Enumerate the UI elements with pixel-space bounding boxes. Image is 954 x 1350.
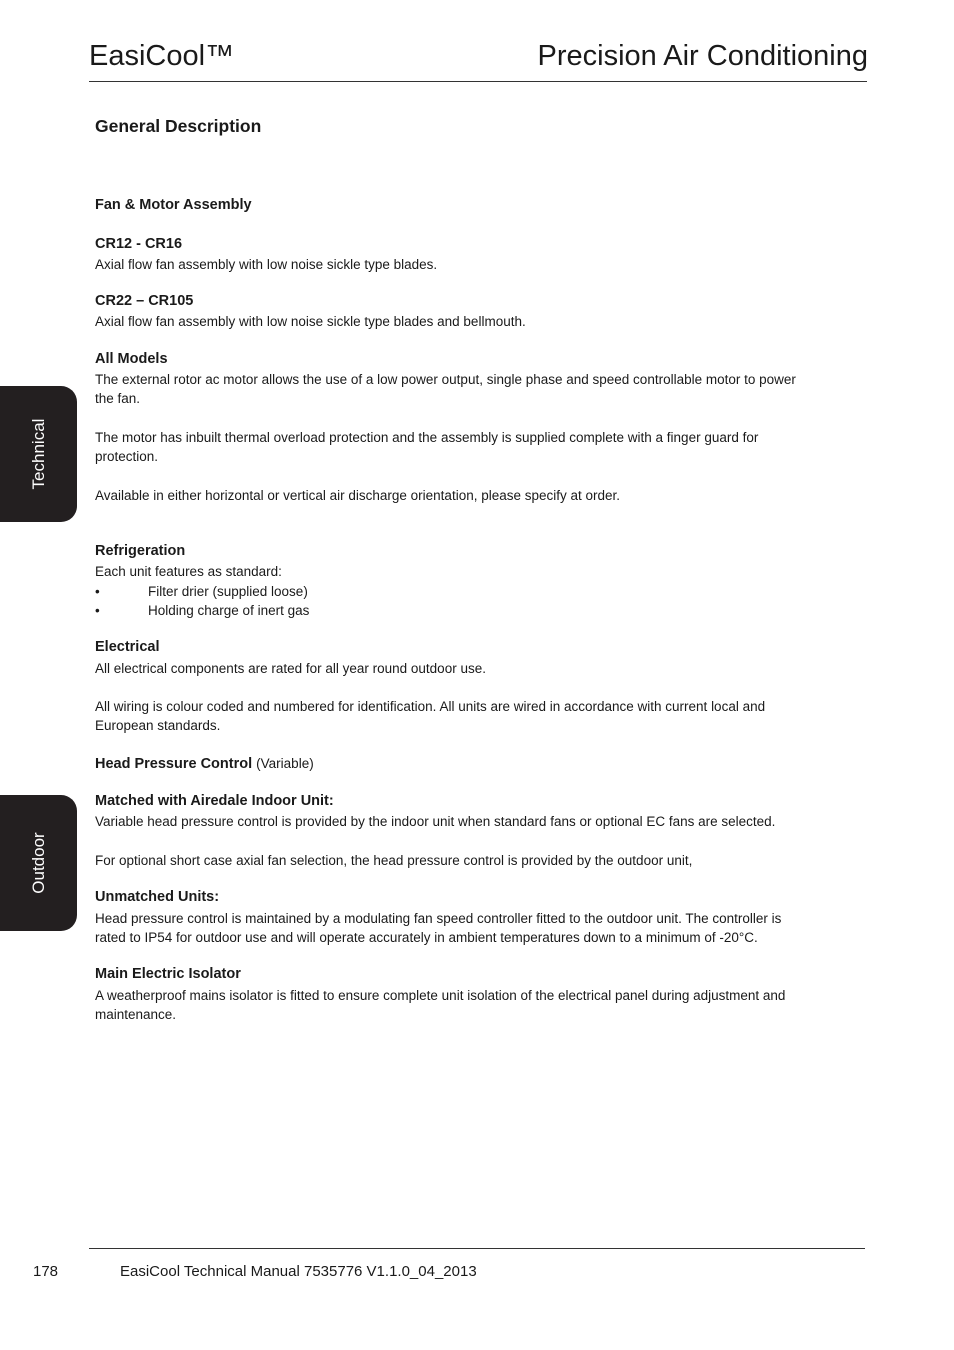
isolator-text-line1: A weatherproof mains isolator is fitted to ensure complete unit isolation of the electrical panel during adjustment and (95, 988, 786, 1003)
head-pressure-heading-text: Head Pressure Control (95, 756, 253, 772)
all-models-text-line1: The external rotor ac motor allows the use of a low power output, single phase and speed controllable motor to power (95, 372, 796, 387)
cr12-text: Axial flow fan assembly with low noise sickle type blades. (95, 257, 438, 272)
matched-text: Variable head pressure control is provided by the indoor unit when standard fans or optional EC fans are selected. (95, 814, 776, 829)
side-tab-outdoor-label: Outdoor (28, 832, 48, 894)
electrical-text-line1: All electrical components are rated for all year round outdoor use. (95, 661, 486, 676)
bullet-icon: • (95, 584, 100, 599)
head-pressure-qualifier: (Variable) (256, 756, 314, 771)
overload-text-line1: The motor has inbuilt thermal overload protection and the assembly is supplied complete with a finger guard for (95, 430, 759, 445)
electrical-heading: Electrical (95, 639, 160, 655)
all-models-heading: All Models (95, 351, 168, 367)
page-number: 178 (33, 1263, 59, 1280)
isolator-heading: Main Electric Isolator (95, 966, 241, 982)
footer-doc-title: EasiCool Technical Manual 7535776 V1.1.0_04_2013 (120, 1263, 477, 1280)
side-tab-technical-label: Technical (28, 418, 48, 490)
unmatched-heading: Unmatched Units: (95, 889, 220, 905)
cr22-text: Axial flow fan assembly with low noise sickle type blades and bellmouth. (95, 314, 526, 329)
refrigeration-intro: Each unit features as standard: (95, 564, 282, 579)
electrical-text-line2: All wiring is colour coded and numbered for identification. All units are wired in accordance with current local and (95, 699, 766, 714)
head-pressure-heading (95, 754, 314, 774)
cr12-heading: CR12 - CR16 (95, 236, 183, 252)
orientation-text: Available in either horizontal or vertical air discharge orientation, please specify at order. (95, 488, 621, 503)
side-tab-outdoor (0, 795, 77, 931)
header-brand-title: EasiCool™ (89, 40, 235, 72)
bullet-icon: • (95, 603, 100, 618)
overload-text-line2: protection. (95, 449, 159, 464)
electrical-text-line3: European standards. (95, 718, 221, 733)
all-models-text-line2: the fan. (95, 391, 141, 406)
cr22-heading: CR22 – CR105 (95, 293, 194, 309)
refrigeration-heading: Refrigeration (95, 543, 186, 559)
fan-motor-heading: Fan & Motor Assembly (95, 197, 252, 213)
unmatched-text-line1: Head pressure control is maintained by a modulating fan speed controller fitted to the outdoor unit. The controller is (95, 911, 782, 926)
page-title: General Description (95, 116, 262, 136)
list-item-text: Holding charge of inert gas (148, 603, 310, 618)
header-section-title: Precision Air Conditioning (537, 40, 868, 72)
matched-heading: Matched with Airedale Indoor Unit: (95, 793, 334, 809)
unmatched-text-line2: rated to IP54 for outdoor use and will operate accurately in ambient temperatures down to a minimum of -20°C. (95, 930, 758, 945)
isolator-text-line2: maintenance. (95, 1007, 177, 1022)
footer-divider (89, 1248, 865, 1249)
side-tab-technical (0, 386, 77, 522)
header-divider (89, 81, 867, 82)
short-case-text: For optional short case axial fan selection, the head pressure control is provided by the outdoor unit, (95, 853, 693, 868)
list-item-text: Filter drier (supplied loose) (148, 584, 308, 599)
